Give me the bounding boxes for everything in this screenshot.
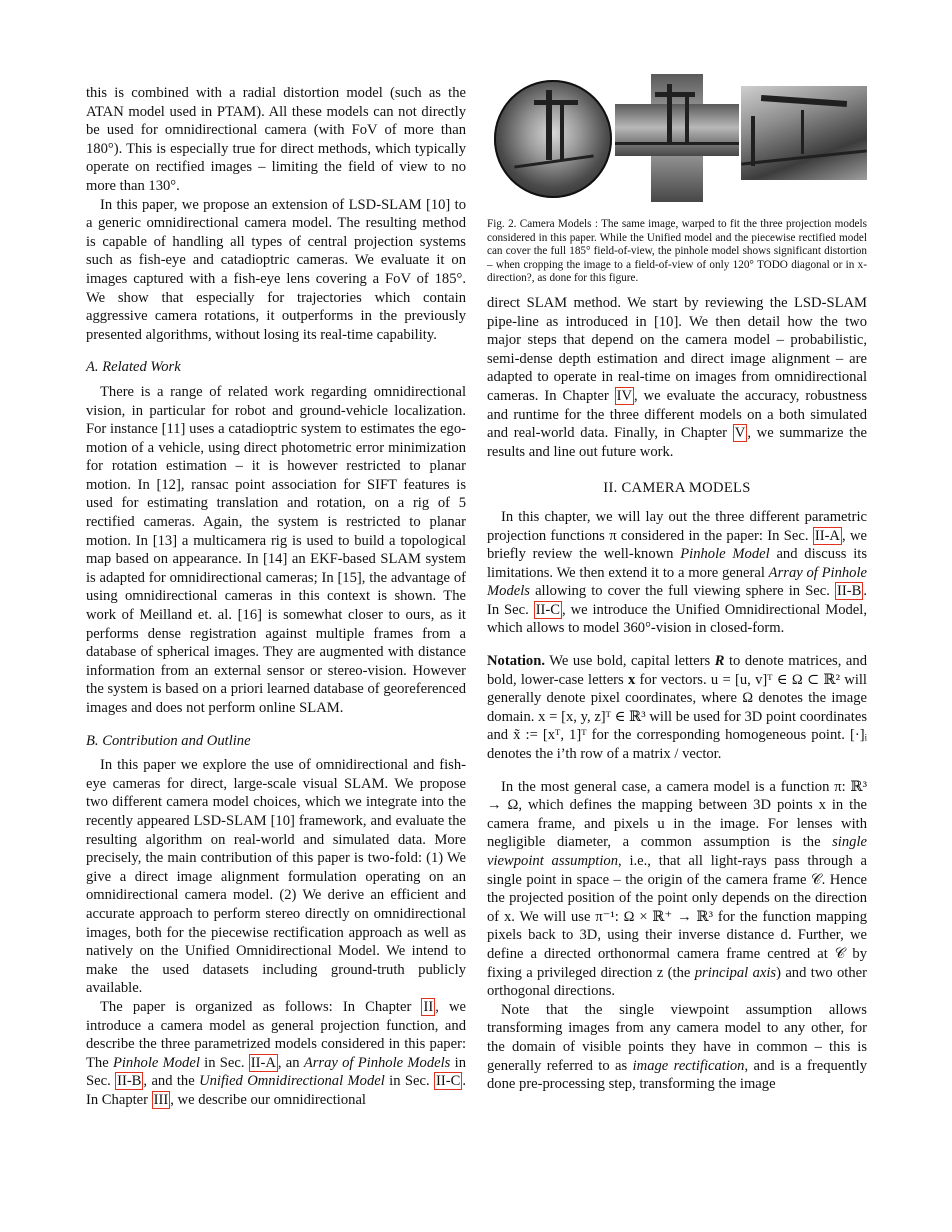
notation-paragraph (487, 652, 867, 764)
general-emph: single viewpoint assumption (487, 834, 867, 869)
outline-paragraph (86, 998, 466, 1110)
models-text: , we introduce the Unified Omnidirectional Model, which allows to model 360°-vision in closed-form. (487, 601, 867, 637)
models-emph: Pinhole Model (680, 546, 770, 563)
models-text: allowing to cover the full viewing sphere in Sec. (529, 583, 836, 600)
models-text: . In Sec. (487, 583, 867, 618)
intro-paragraph-2: In this paper, we propose an extension of LSD-SLAM [10] to a generic omnidirectional camera model. The resulting method is capable of handling all types of central projection systems such as fish-eye and catadioptric cameras. We evaluate it on images captured with a fish-eye lens covering a FoV of 185°. We show that especially for trajectories which contain aggressive camera rotations, it outperforms in the previously presented algorithms, without losing its real-time capability. (86, 196, 466, 343)
continuation-paragraph (487, 294, 867, 461)
related-work-paragraph: There is a range of related work regarding omnidirectional vision, in particular for robot and ground-vehicle localization. For instance [11] uses a catadioptric system to estimates the ego-motion of a vehicle, using direct photometric error minimization for rotation estimation – it is however restricted to planar motion. In [12], ransac point association for SIFT features is used for estimating translation and rotation, on a rig of 5 rectified cameras. Again, the system is restricted to planar motion. In [13] a multicamera rig is used to build a topological map based on appearance. In [14] an EKF-based SLAM system is adapted for omnidirectional cameras; In [15], the advantage of using omnidirectional cameras in this context is shown. The work of Meilland et. al. [16] is somewhat closer to ours, as it performs dense registration against multiple frames from a database of spherical images. They are augmented with distance information from an external sensor or stereo-vision. However the system is based on a priori learned database of georeferenced images and does not perform online SLAM. (86, 383, 466, 716)
outline-emph: Array of Pinhole Models (303, 1054, 451, 1071)
outline-emph: Pinhole Model (112, 1054, 200, 1071)
note-text: , and is a frequently done pre-processing step, transforming the image (487, 1057, 868, 1093)
ref-chapter-ii[interactable]: II (423, 998, 434, 1015)
figure-caption: Fig. 2. Camera Models : The same image, warped to fit the three projection models considered in this paper. While the Unified model and the piecewise rectified model can cover the full 185° field-of-view, the pinhole model shows significant distortion – when cropping the image to a field-of-view of only 120° TODO diagonal or in x-direction?, as done for this figure. (487, 218, 867, 285)
outline-text: , we introduce a camera model as general projection function, and describe the three parametrized models considered in this paper: The (86, 998, 466, 1071)
contribution-paragraph: In this paper we explore the use of omnidirectional and fish-eye cameras for direct, large-scale visual SLAM. We propose two different camera model choices, which we integrate into the recently appeared LSD-SLAM [10] framework, and evaluate the resulting algorithm on real-world and simulated data. More precisely, the main contribution of this paper is two-fold: (1) We give a direct image alignment formulation operating on an omnidirectional camera model. (2) We derive an efficient and accurate approach to perform stereo directly on omnidirectional images, both for the piecewise rectification approach as well as natively on the Unified Omnidirectional Model. We intend to make the used datasets including ground-truth publicly available. (86, 757, 466, 997)
pinhole-image (741, 86, 867, 180)
outline-text: in Sec. (384, 1073, 434, 1090)
ref-sec-ii-b[interactable]: II-B (837, 583, 862, 600)
section-heading-camera-models: II. CAMERA MODELS (603, 480, 751, 497)
notation-text: for vectors. (635, 671, 711, 688)
notation-label: Notation. (487, 653, 545, 670)
outline-text: in Sec. (86, 1054, 466, 1090)
cont-text: direct SLAM method. We start by reviewing the LSD-SLAM pipe-line as introduced in [10]. We then detail how the two major steps that depend on the camera model – probabilistic, semi-dense depth estimation and direct image alignment – are adapted to operate in real-time on images from omnidirectional cameras. In Chapter (487, 294, 867, 404)
right-column (487, 80, 867, 1094)
rectification-paragraph (487, 1001, 867, 1094)
math-matrix-symbol: R (714, 653, 725, 670)
subsection-heading-related-work: A. Related Work (86, 359, 181, 376)
outline-text: , we describe our omnidirectional (170, 1091, 366, 1108)
note-text: Note that the single viewpoint assumption allows transforming images from any camera model to any other, for the domain of visible points they have in common – this is generally referred to as (487, 1001, 867, 1074)
notation-text: will generally denote pixel coordinates, where Ω denotes the image domain. (487, 671, 867, 725)
outline-text: , an (277, 1054, 304, 1071)
models-text: In this chapter, we will lay out the three different parametric projection functions π considered in the paper: In Sec. (487, 508, 867, 544)
outline-text: . In Chapter (86, 1073, 466, 1108)
notation-text: to denote matrices, and bold, lower-case letters (487, 653, 868, 688)
outline-text: in Sec. (199, 1054, 249, 1071)
fisheye-image (494, 80, 612, 198)
math-row-operator: [·]ᵢ (850, 727, 867, 744)
ref-chapter-iv[interactable]: IV (616, 387, 633, 404)
ref-sec-ii-a[interactable]: II-A (814, 527, 840, 544)
models-paragraph (487, 508, 867, 638)
models-text: , we briefly review the well-known (487, 527, 867, 563)
subsection-heading-contribution: B. Contribution and Outline (86, 732, 251, 749)
math-vector-symbol: x (627, 671, 636, 688)
outline-text: , and the (143, 1073, 200, 1090)
models-emph: Array of Pinhole Models (487, 564, 867, 600)
general-text: , i.e., that all light-rays pass through a single point in space – the origin of the camera frame 𝒞. Hence the projected position of the point only depends on the direction of x. We will use π⁻¹: Ω × ℝ⁺ → ℝ³ for the function mapping pixels back to 3D, using their inverse distance d. Further, we define a directed orthonormal camera frame centred at 𝒞 by fixing a privileged direction z (the (487, 853, 867, 981)
models-text: and discuss its limitations. We then extend it to a more general (487, 546, 867, 581)
figure-images (487, 80, 867, 204)
outline-emph: Unified Omnidirectional Model (199, 1073, 385, 1090)
piecewise-rectified-image (615, 74, 739, 202)
cont-text: , we summarize the results and line out future work. (487, 425, 868, 460)
ref-sec-ii-b[interactable]: II-B (117, 1073, 142, 1090)
intro-paragraph-1: this is combined with a radial distortion model (such as the ATAN model used in PTAM). All these models can not directly be used for omnidirectional camera (with FoV of more than 180°). This is especially true for direct methods, which typically operate on rectified images – limiting the field of view to no more than 130°. (86, 85, 466, 194)
math-pixel-coords: u = [u, v]ᵀ ∈ Ω ⊂ ℝ² (710, 671, 840, 688)
note-emph: image rectification (632, 1057, 745, 1074)
notation-text: will be used for 3D point coordinates and (487, 708, 867, 744)
ref-sec-ii-a[interactable]: II-A (250, 1054, 276, 1071)
general-emph: principal axis (694, 964, 777, 981)
ref-chapter-v[interactable]: V (734, 425, 746, 442)
general-case-paragraph (487, 778, 867, 1001)
math-point-coords: x = [x, y, z]ᵀ ∈ ℝ³ (538, 708, 646, 725)
math-homogeneous: x̃ := [xᵀ, 1]ᵀ (513, 727, 587, 744)
notation-text: for the corresponding homogeneous point. (586, 727, 851, 744)
notation-text: denotes the i’th row of a matrix / vector. (487, 746, 722, 763)
general-text: ) and two other orthogonal directions. (487, 964, 867, 1000)
cont-text: , we evaluate the accuracy, robustness and runtime for the three different models on a both simulated and real-world data. Finally, in Chapter (487, 387, 867, 442)
ref-sec-ii-c[interactable]: II-C (436, 1073, 461, 1090)
general-text: In the most general case, a camera model is a function π: ℝ³ → Ω, which defines the mapping between 3D points x in the camera frame, and pixels u in the image. For lenses with negligible diameter, a common assumption is the (487, 778, 867, 851)
ref-sec-ii-c[interactable]: II-C (535, 601, 561, 618)
ref-chapter-iii[interactable]: III (153, 1091, 169, 1108)
outline-text: The paper is organized as follows: In Chapter (100, 998, 422, 1015)
left-column (86, 84, 466, 1109)
notation-text: We use bold, capital letters (544, 653, 715, 670)
